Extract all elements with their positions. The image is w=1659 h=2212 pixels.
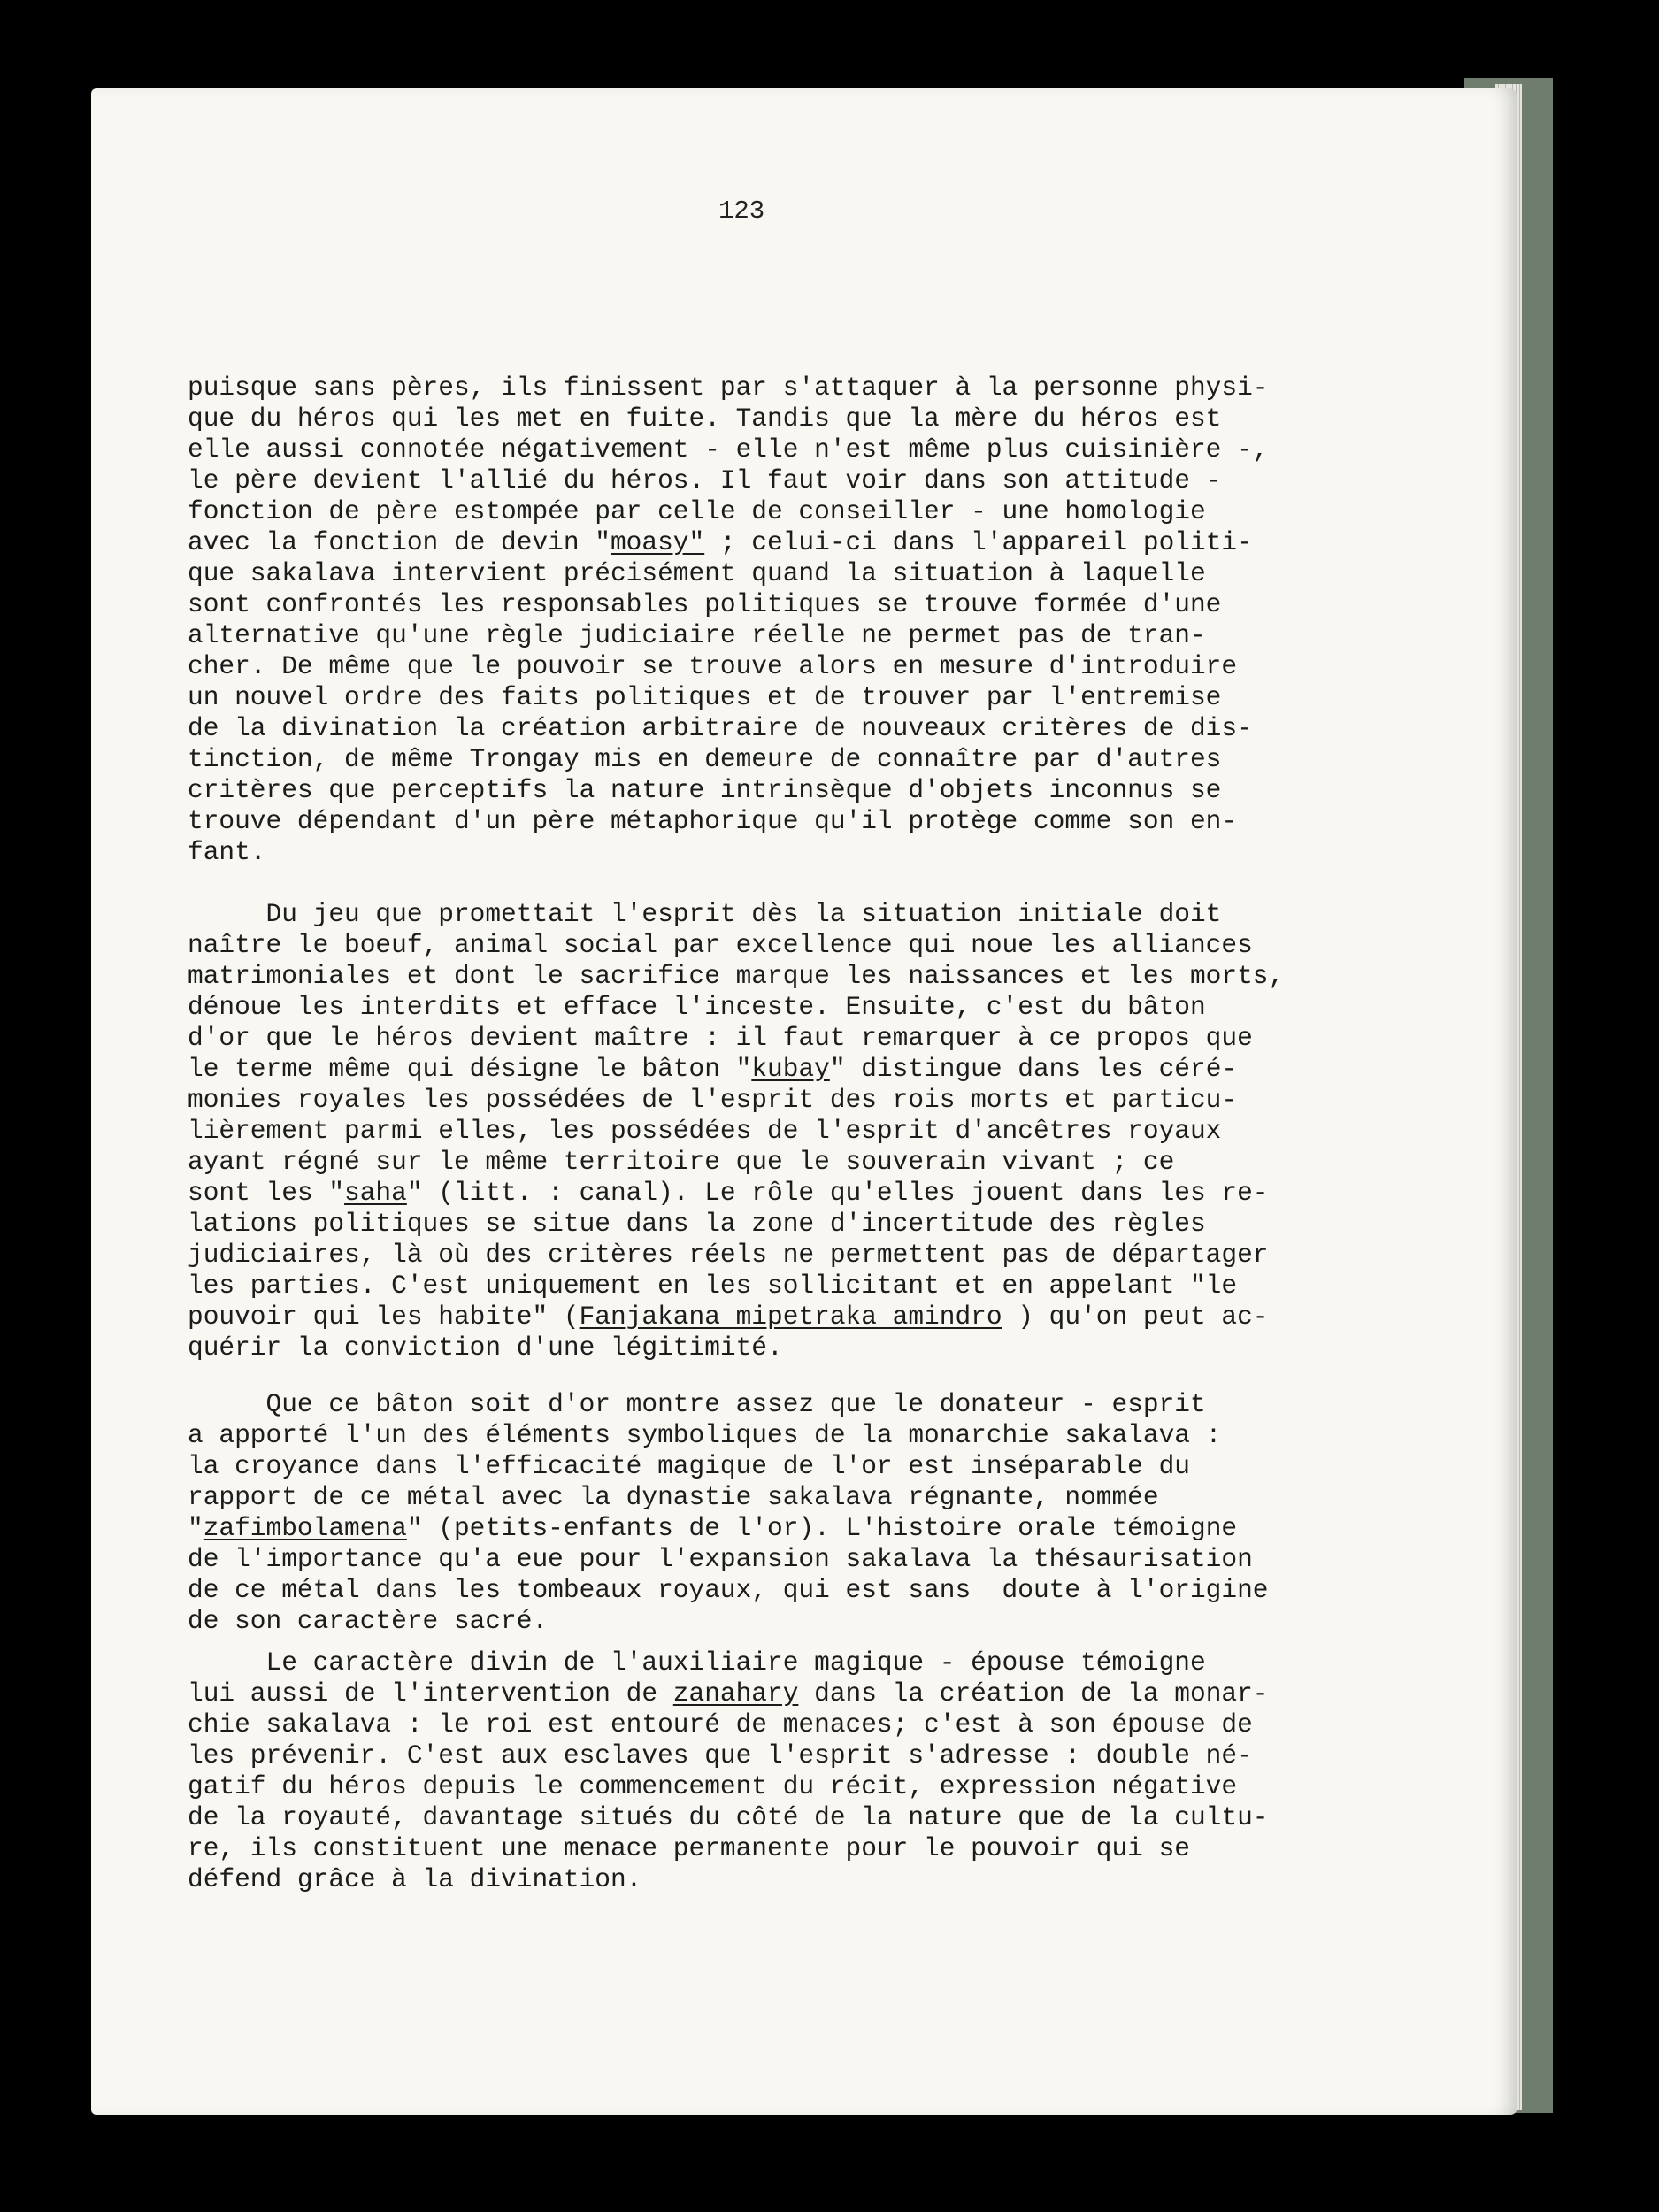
text-segment: cher. De même que le pouvoir se trouve alors en mesure d'introduire	[188, 651, 1238, 681]
text-line	[188, 837, 1269, 868]
text-line	[188, 1085, 1284, 1116]
text-line	[188, 1771, 1269, 1802]
text-segment: gatif du héros depuis le commencement du récit, expression négative	[188, 1771, 1238, 1801]
text-segment: fonction de père estompée par celle de conseiller - une homologie	[188, 496, 1206, 526]
text-segment: ; celui-ci dans l'appareil politi-	[704, 527, 1253, 557]
text-segment: dénoue les interdits et efface l'inceste. Ensuite, c'est du bâton	[188, 992, 1206, 1022]
text-line	[188, 682, 1269, 713]
text-segment: ayant régné sur le même territoire que le souverain vivant ; ce	[188, 1147, 1175, 1177]
text-line	[188, 775, 1269, 806]
text-segment: fant.	[188, 837, 266, 867]
text-segment: ) qu'on peut ac-	[1002, 1302, 1269, 1332]
text-segment: Du jeu que promettait l'esprit dès la situation initiale doit	[188, 899, 1222, 929]
text-line	[188, 899, 1284, 930]
text-line	[188, 1420, 1269, 1451]
text-segment: un nouvel ordre des faits politiques et de trouver par l'entremise	[188, 682, 1222, 712]
text-segment: trouve dépendant d'un père métaphorique qu'il protège comme son en-	[188, 806, 1238, 836]
text-line	[188, 589, 1269, 620]
text-segment: chie sakalava : le roi est entouré de menaces; c'est à son épouse de	[188, 1709, 1253, 1740]
text-segment: sont confrontés les responsables politiques se trouve formée d'une	[188, 589, 1222, 619]
text-segment: pouvoir qui les habite" (	[188, 1302, 580, 1332]
text-line	[188, 1544, 1269, 1575]
text-line	[188, 1178, 1284, 1209]
text-segment: sont les "	[188, 1178, 345, 1208]
text-segment: " (litt. : canal). Le rôle qu'elles jouent dans les re-	[406, 1178, 1269, 1208]
paragraph-1	[188, 373, 1269, 868]
text-segment: la croyance dans l'efficacité magique de l'or est inséparable du	[188, 1451, 1190, 1481]
text-segment: de son caractère sacré.	[188, 1606, 549, 1636]
text-segment: "	[188, 1513, 204, 1543]
text-line	[188, 961, 1284, 992]
text-segment: dans la création de la monar-	[798, 1678, 1269, 1709]
text-line	[188, 1709, 1269, 1740]
text-line	[188, 1606, 1269, 1637]
text-segment: puisque sans pères, ils finissent par s'attaquer à la personne physi-	[188, 373, 1269, 403]
text-line	[188, 651, 1269, 682]
text-line	[188, 527, 1269, 558]
text-segment: Le caractère divin de l'auxiliaire magique - épouse témoigne	[188, 1647, 1206, 1678]
text-segment: a apporté l'un des éléments symboliques de la monarchie sakalava :	[188, 1420, 1222, 1450]
text-segment: Que ce bâton soit d'or montre assez que le donateur - esprit	[188, 1389, 1206, 1419]
text-line	[188, 1116, 1284, 1147]
text-segment: de ce métal dans les tombeaux royaux, qui est sans doute à l'origine	[188, 1575, 1269, 1605]
text-line	[188, 1513, 1269, 1544]
text-segment: le père devient l'allié du héros. Il faut voir dans son attitude -	[188, 465, 1222, 495]
text-line	[188, 1802, 1269, 1833]
text-line	[188, 1678, 1269, 1709]
text-line	[188, 496, 1269, 527]
text-segment: défend grâce à la divination.	[188, 1864, 642, 1894]
text-line	[188, 1054, 1284, 1085]
text-line	[188, 1740, 1269, 1771]
text-segment: que du héros qui les met en fuite. Tandis que la mère du héros est	[188, 403, 1222, 434]
text-line	[188, 806, 1269, 837]
text-segment: quérir la conviction d'une légitimité.	[188, 1333, 783, 1363]
text-line	[188, 1389, 1269, 1420]
text-segment: lui aussi de l'intervention de	[188, 1678, 673, 1709]
text-line	[188, 1647, 1269, 1678]
text-line	[188, 620, 1269, 651]
text-segment: le terme même qui désigne le bâton "	[188, 1054, 752, 1084]
text-segment: tinction, de même Trongay mis en demeure de connaître par d'autres	[188, 744, 1222, 774]
text-line	[188, 1451, 1269, 1482]
text-segment: de la royauté, davantage situés du côté de la nature que de la cultu-	[188, 1802, 1269, 1832]
paragraph-3	[188, 1389, 1269, 1637]
underlined-term: zanahary	[672, 1678, 799, 1709]
text-segment: les parties. C'est uniquement en les sollicitant et en appelant "le	[188, 1271, 1238, 1301]
paragraph-4	[188, 1647, 1269, 1895]
text-line	[188, 1209, 1284, 1240]
paragraph-2	[188, 899, 1284, 1363]
text-line	[188, 1482, 1269, 1513]
underlined-term: Fanjakana mipetraka amindro	[579, 1302, 1002, 1332]
text-line	[188, 465, 1269, 496]
text-segment: de la divination la création arbitraire de nouveaux critères de dis-	[188, 713, 1253, 743]
text-segment: naître le boeuf, animal social par excellence qui noue les alliances	[188, 930, 1253, 960]
text-line	[188, 403, 1269, 434]
text-line	[188, 930, 1284, 961]
text-segment: judiciaires, là où des critères réels ne permettent pas de départager	[188, 1240, 1269, 1270]
text-line	[188, 558, 1269, 589]
text-line	[188, 1302, 1284, 1333]
text-line	[188, 1575, 1269, 1606]
text-segment: elle aussi connotée négativement - elle n'est même plus cuisinière -,	[188, 434, 1269, 465]
text-line	[188, 1864, 1269, 1895]
text-line	[188, 1240, 1284, 1271]
text-line	[188, 713, 1269, 744]
text-line	[188, 1333, 1284, 1363]
text-segment: " (petits-enfants de l'or). L'histoire orale témoigne	[406, 1513, 1238, 1543]
text-segment: " distingue dans les céré-	[829, 1054, 1238, 1084]
text-segment: rapport de ce métal avec la dynastie sakalava régnante, nommée	[188, 1482, 1159, 1512]
text-segment: monies royales les possédées de l'esprit des rois morts et particu-	[188, 1085, 1238, 1115]
text-line	[188, 1271, 1284, 1302]
text-line	[188, 992, 1284, 1023]
text-line	[188, 434, 1269, 465]
text-line	[188, 1147, 1284, 1178]
text-segment: lièrement parmi elles, les possédées de l'esprit d'ancêtres royaux	[188, 1116, 1222, 1146]
text-segment: re, ils constituent une menace permanente pour le pouvoir qui se	[188, 1833, 1190, 1863]
underlined-term: saha	[344, 1178, 407, 1208]
text-segment: d'or que le héros devient maître : il faut remarquer à ce propos que	[188, 1023, 1253, 1053]
page-number: 123	[718, 196, 765, 226]
text-segment: les prévenir. C'est aux esclaves que l'esprit s'adresse : double né-	[188, 1740, 1253, 1770]
text-segment: matrimoniales et dont le sacrifice marque les naissances et les morts,	[188, 961, 1285, 991]
underlined-term: moasy"	[610, 527, 705, 557]
text-line	[188, 744, 1269, 775]
text-segment: que sakalava intervient précisément quand la situation à laquelle	[188, 558, 1206, 588]
text-segment: de l'importance qu'a eue pour l'expansion sakalava la thésaurisation	[188, 1544, 1253, 1574]
underlined-term: zafimbolamena	[203, 1513, 407, 1543]
text-line	[188, 1833, 1269, 1864]
text-line	[188, 1023, 1284, 1054]
text-segment: alternative qu'une règle judiciaire réelle ne permet pas de tran-	[188, 620, 1206, 650]
text-segment: lations politiques se situe dans la zone d'incertitude des règles	[188, 1209, 1206, 1239]
text-line	[188, 373, 1269, 403]
text-segment: critères que perceptifs la nature intrinsèque d'objets inconnus se	[188, 775, 1222, 805]
text-segment: avec la fonction de devin "	[188, 527, 611, 557]
underlined-term: kubay	[751, 1054, 830, 1084]
